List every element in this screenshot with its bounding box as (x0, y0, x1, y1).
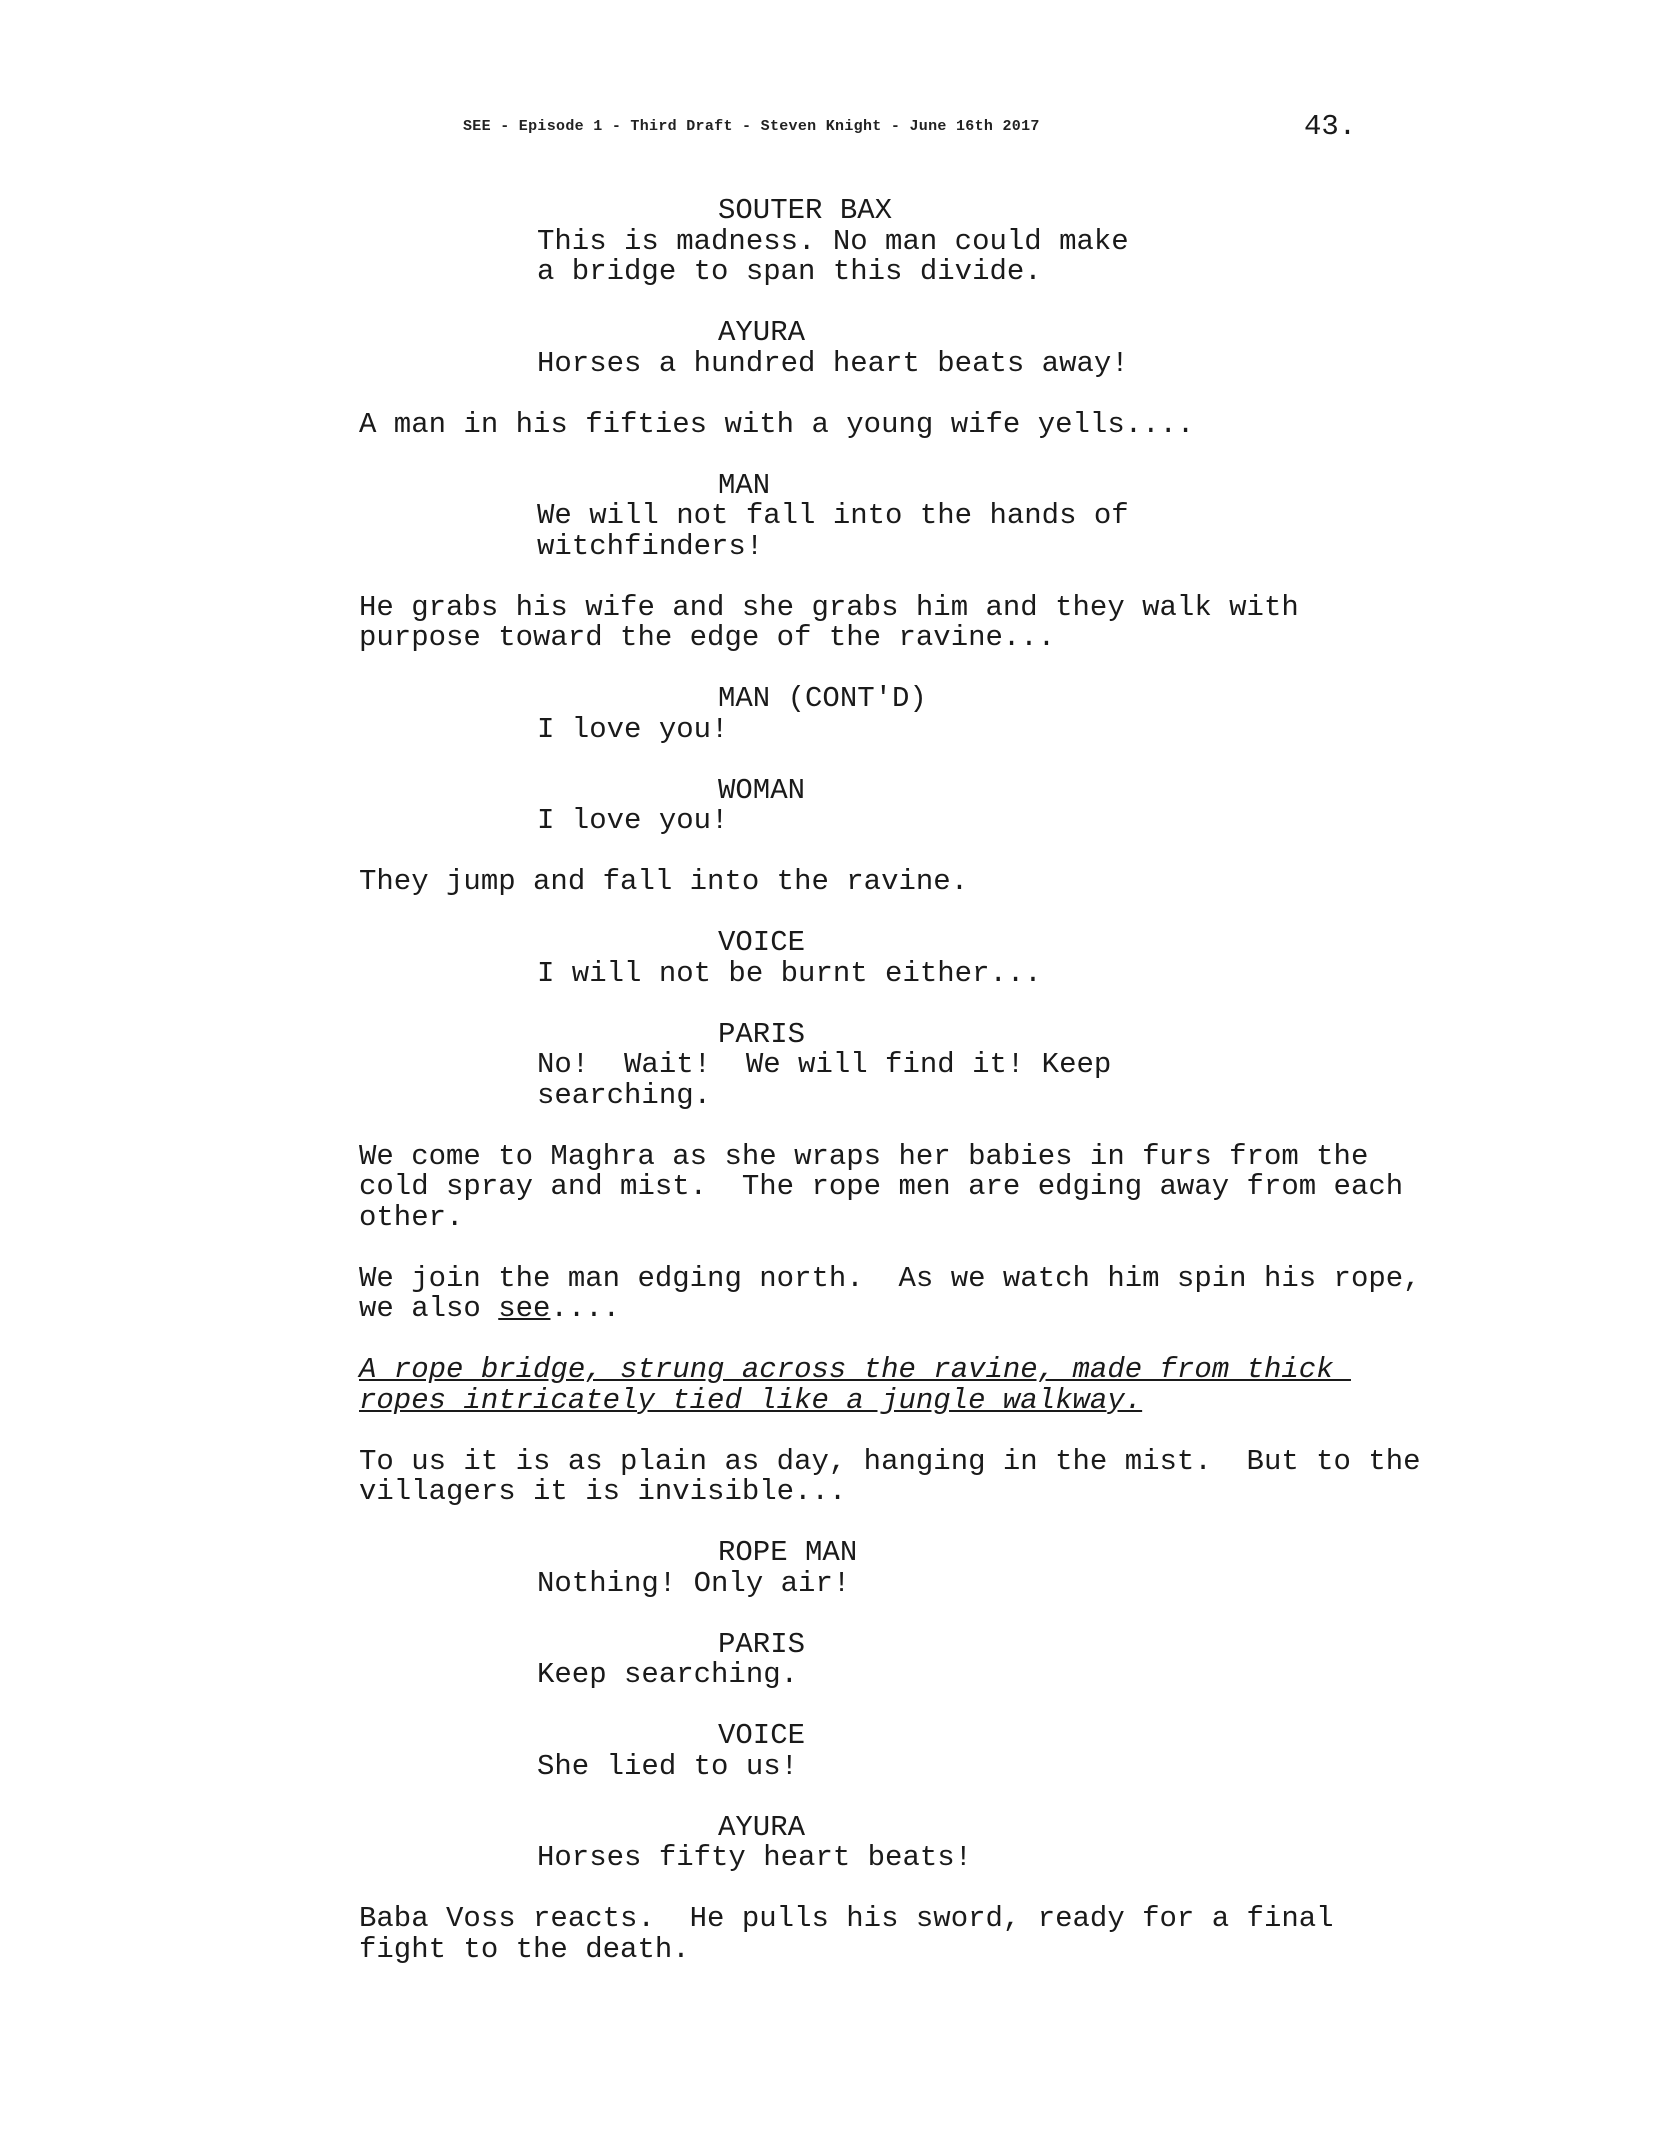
dialogue-line: We will not fall into the hands of (537, 499, 1129, 532)
action-text: .... (550, 1292, 621, 1325)
action-line: fight to the death. (359, 1932, 690, 1966)
dialogue-line: No! Wait! We will find it! Keep (537, 1048, 1112, 1081)
script-body (0, 196, 1653, 1965)
dialogue-line: Horses fifty heart beats! (537, 1841, 973, 1874)
action-line: We join the man edging north. As we watch him spin his rope, (359, 1261, 1421, 1295)
character-cue: AYURA (718, 316, 806, 349)
dialogue-line: a bridge to span this divide. (537, 255, 1042, 288)
action-line: Baba Voss reacts. He pulls his sword, ready for a final (359, 1902, 1334, 1935)
action-line (0, 1294, 1459, 1325)
dialogue-line: I love you! (537, 804, 729, 837)
dialogue-line: witchfinders! (537, 529, 764, 563)
character-cue: PARIS (718, 1627, 806, 1661)
character-cue: MAN (CONT'D) (718, 682, 927, 715)
character-cue: VOICE (718, 926, 806, 959)
action-text: we also (359, 1292, 499, 1325)
character-cue: VOICE (718, 1719, 806, 1752)
action-line: They jump and fall into the ravine. (359, 865, 969, 898)
action-line: A man in his fifties with a young wife yells.... (359, 407, 1195, 441)
action-line: We come to Maghra as she wraps her babies in furs from the (359, 1139, 1369, 1173)
underlined-word: see (498, 1292, 551, 1325)
action-line: He grabs his wife and she grabs him and they walk with (359, 590, 1299, 624)
character-cue: PARIS (718, 1017, 806, 1051)
character-cue: WOMAN (718, 773, 806, 807)
dialogue-line: I love you! (537, 712, 729, 746)
action-line: purpose toward the edge of the ravine... (359, 621, 1056, 654)
action-line: To us it is as plain as day, hanging in the mist. But to the (359, 1444, 1421, 1478)
dialogue-line: searching. (537, 1078, 712, 1112)
dialogue-line: This is madness. No man could make (537, 224, 1129, 258)
action-line-emphasis: A rope bridge, strung across the ravine, made from thick (359, 1353, 1351, 1386)
page-number: 43. (1304, 110, 1357, 143)
action-line: villagers it is invisible... (359, 1475, 847, 1508)
action-line: other. (359, 1200, 464, 1234)
dialogue-line: I will not be burnt either... (537, 956, 1042, 990)
action-line-emphasis: ropes intricately tied like a jungle walkway. (359, 1383, 1143, 1417)
dialogue-line: She lied to us! (537, 1749, 799, 1783)
character-cue: AYURA (718, 1810, 806, 1844)
character-cue: SOUTER BAX (718, 194, 893, 227)
character-cue: MAN (718, 468, 771, 502)
running-header: SEE - Episode 1 - Third Draft - Steven Knight - June 16th 2017 (463, 118, 1040, 135)
action-line: cold spray and mist. The rope men are edging away from each (359, 1170, 1404, 1203)
dialogue-line: Nothing! Only air! (537, 1566, 851, 1600)
dialogue-line: Horses a hundred heart beats away! (537, 346, 1129, 380)
character-cue: ROPE MAN (718, 1536, 858, 1569)
dialogue-line: Keep searching. (537, 1658, 799, 1691)
